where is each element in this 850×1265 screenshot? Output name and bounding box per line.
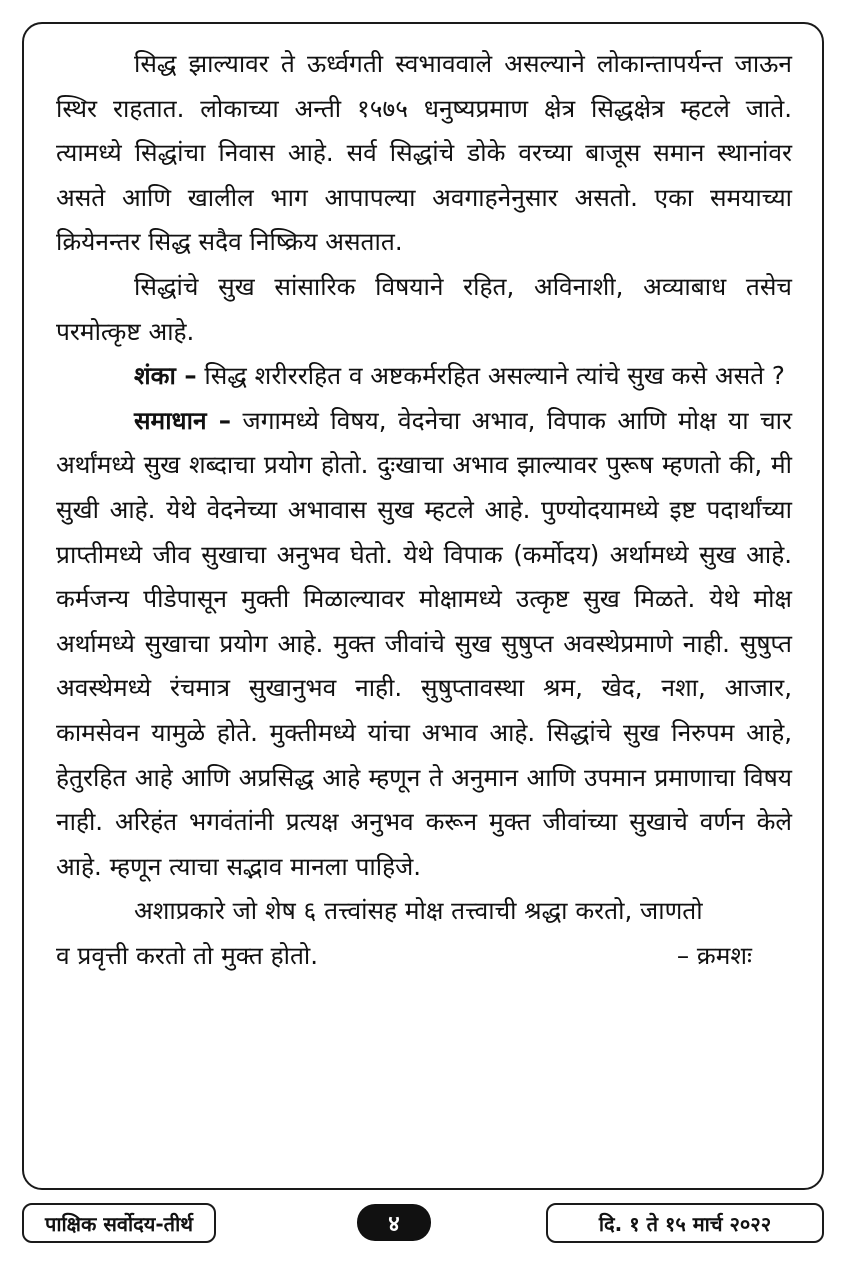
- issue-date-box: [546, 1203, 824, 1243]
- answer-text: जगामध्ये विषय, वेदनेचा अभाव, विपाक आणि मोक्ष या चार अर्थांमध्ये सुख शब्दाचा प्रयोग होतो. दुःखाचा अभाव झाल्यावर पुरूष म्हणतो की, मी सुखी आहे. येथे वेदनेच्या अभावास सुख म्हटले आहे. पुण्योदयामध्ये इष्ट पदार्थांच्या प्राप्तीमध्ये जीव सुखाचा अनुभव घेतो. येथे विपाक (कर्मोदय) अर्थामध्ये सुख आहे. कर्मजन्य पीडेपासून मुक्ती मिळाल्यावर मोक्षामध्ये उत्कृष्ट सुख मिळते. येथे मोक्ष अर्थामध्ये सुखाचा प्रयोग आहे. मुक्त जीवांचे सुख सुषुप्त अवस्थेप्रमाणे नाही. सुषुप्त अवस्थेमध्ये रंचमात्र सुखानुभव नाही. सुषुप्तावस्था श्रम, खेद, नशा, आजार, कामसेवन यामुळे होते. मुक्तीमध्ये यांचा अभाव आहे. सिद्धांचे सुख निरुपम आहे, हेतुरहित आहे आणि अप्रसिद्ध आहे म्हणून ते अनुमान आणि उपमान प्रमाणाचा विषय नाही. अरिहंत भगवंतांनी प्रत्यक्ष अनुभव करून मुक्त जीवांच्या सुखाचे वर्णन केले आहे. म्हणून त्याचा सद्भाव मानला पाहिजे.: [56, 405, 792, 881]
- page-number-badge: [357, 1204, 431, 1241]
- conclusion-text: व प्रवृत्ती करतो तो मुक्त होतो.: [56, 940, 319, 970]
- paragraph-1: सिद्ध झाल्यावर ते ऊर्ध्वगती स्वभाववाले असल्याने लोकान्तापर्यन्त जाऊन स्थिर राहतात. लोकाच्या अन्ती १५७५ धनुष्यप्रमाण क्षेत्र सिद्धक्षेत्र म्हटले जाते. त्यामध्ये सिद्धांचा निवास आहे. सर्व सिद्धांचे डोके वरच्या बाजूस समान स्थानांवर असते आणि खालील भाग आपापल्या अवगाहनेनुसार असतो. एका समयाच्या क्रियेनन्तर सिद्ध सदैव निष्क्रिय असतात.: [56, 49, 792, 257]
- article-frame: [22, 22, 824, 1190]
- paragraph-5-line-2: [56, 934, 792, 979]
- publication-name-box: [22, 1203, 216, 1243]
- page-number: ४: [388, 1211, 400, 1237]
- answer-label: समाधान –: [134, 405, 232, 435]
- paragraph-2: सिद्धांचे सुख सांसारिक विषयाने रहित, अविनाशी, अव्याबाध तसेच परमोत्कृष्ट आहे.: [56, 271, 792, 346]
- paragraph-4: [56, 399, 792, 890]
- publication-name: पाक्षिक सर्वोदय-तीर्थ: [44, 1211, 194, 1236]
- paragraph-5-line-1: अशाप्रकारे जो शेष ६ तत्त्वांसह मोक्ष तत्त्वाची श्रद्धा करतो, जाणतो: [134, 896, 703, 926]
- doubt-label: शंका –: [134, 361, 197, 391]
- paragraph-3: [56, 354, 792, 399]
- continued-mark: – क्रमशः: [676, 940, 752, 970]
- doubt-text: सिद्ध शरीररहित व अष्टकर्मरहित असल्याने त्यांचे सुख कसे असते ?: [196, 361, 785, 391]
- issue-date: दि. १ ते १५ मार्च २०२२: [598, 1211, 772, 1236]
- article-body: [56, 42, 792, 978]
